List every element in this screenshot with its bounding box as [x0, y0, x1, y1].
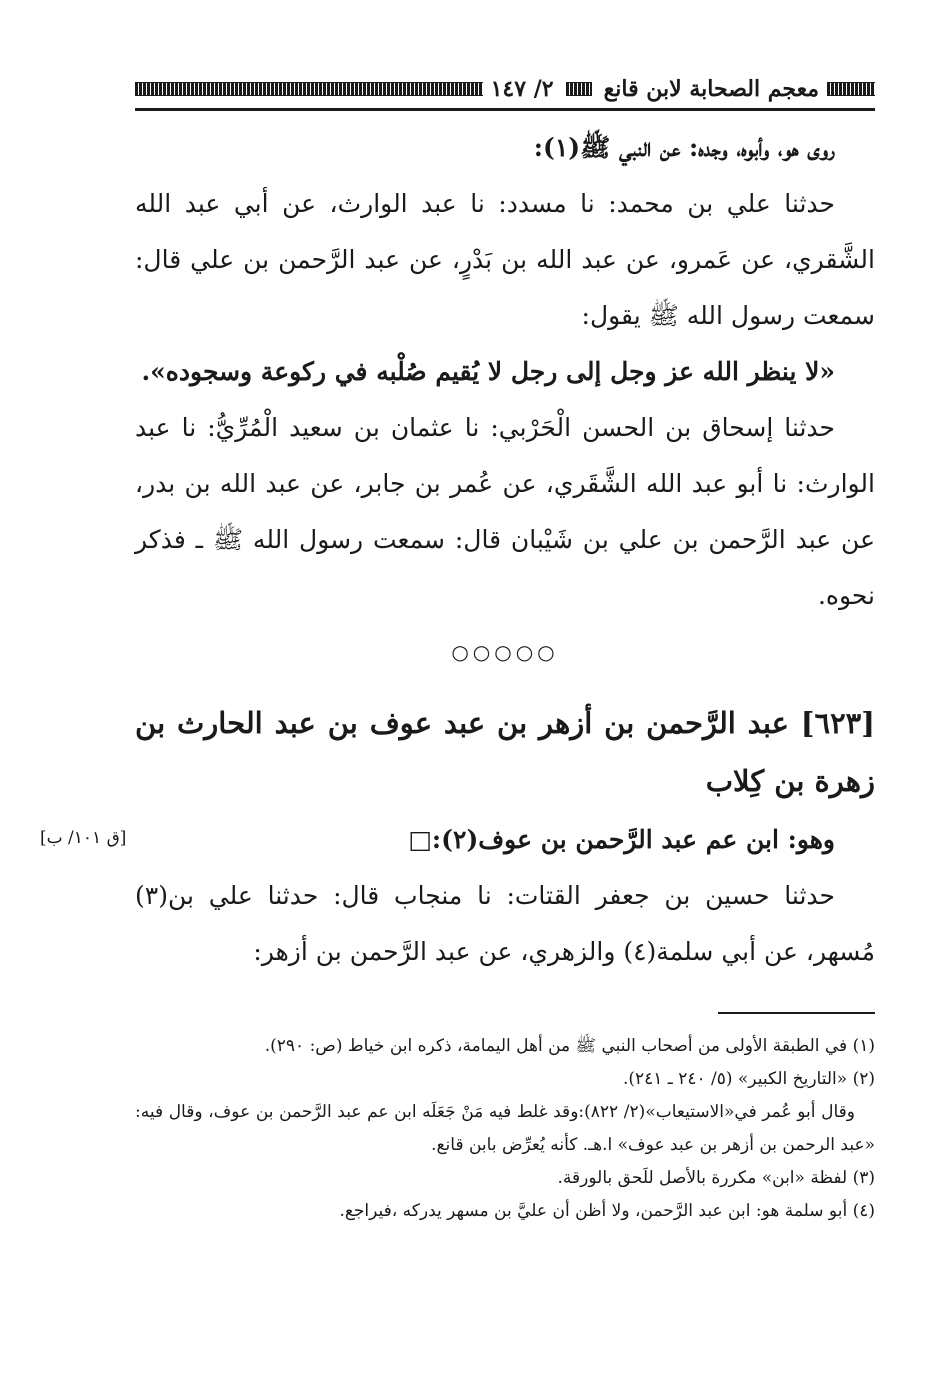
entry-text [135, 812, 875, 980]
footnote-1: (١) في الطبقة الأولى من أصحاب النبي ﷺ من أهل اليمامة، ذكره ابن خياط (ص: ٢٩٠). [264, 1036, 875, 1056]
header-ornament-right [827, 82, 875, 96]
manuscript-reference: [ق ١٠١/ ب] [40, 828, 127, 848]
footnote-4: (٤) أبو سلمة هو: ابن عبد الرَّحمن، ولا أظن أن عليَّ بن مسهر يدركه ،فيراجع. [339, 1201, 875, 1221]
footnote-2: (٢) «التاريخ الكبير» (٥/ ٢٤٠ ـ ٢٤١). [622, 1069, 875, 1089]
isnad-paragraph-2: حدثنا إسحاق بن الحسن الْحَرْبي: نا عثمان بن سعيد الْمُرِّيُّ: نا عبد الوارث: نا أبو عبد الله الشَّقَري، عن عُمر بن جابر، عن عبد الله بن بدر، عن عبد الرَّحمن بن علي بن شَيْبان قال: سمعت رسول الله ﷺ ـ فذكر نحوه. [135, 413, 875, 610]
entry-relation: وهو: ابن عم عبد الرَّحمن بن عوف(٢):□ [408, 825, 835, 854]
narration-intro: روى هو، وأبوه، وجده: عن النبي ﷺ(١): [533, 133, 835, 162]
footnote-3: (٣) لفظة «ابن» مكررة بالأصل للَحق بالورقة. [557, 1168, 875, 1188]
footnote-2-continued: وقال أبو عُمر في«الاستيعاب»(٢/ ٨٢٢):وقد غلط فيه مَنْ جَعَلَه ابن عم عبد الرَّحمن بن عوف، وقال فيه: «عبد الرحمن بن أزهر بن عبد عوف» ا.هـ. كأنه يُعرِّض بابن قانع. [135, 1102, 875, 1155]
entry-isnad: حدثنا حسين بن جعفر القتات: نا منجاب قال: حدثنا علي بن(٣) مُسهر، عن أبي سلمة(٤) والزهري، عن عبد الرَّحمن بن أزهر: [135, 881, 875, 966]
page-number: ٢/ ١٤٧ [490, 76, 554, 102]
book-title: معجم الصحابة لابن قانع [603, 76, 819, 102]
hadith-text: «لا ينظر الله عز وجل إلى رجل لا يُقيم صُلْبه في ركوعة وسجوده». [141, 357, 835, 386]
footnotes [135, 1030, 875, 1228]
running-header [135, 72, 875, 106]
entry-heading [135, 694, 875, 810]
header-rule [135, 108, 875, 111]
section-separator: ○○○○○ [451, 640, 559, 664]
footnote-rule [718, 1012, 875, 1014]
header-ornament-left [135, 82, 483, 96]
isnad-paragraph-1: حدثنا علي بن محمد: نا مسدد: نا عبد الوارث، عن أبي عبد الله الشَّقري، عن عَمرو، عن عبد الله بن بَدْرٍ، عن عبد الرَّحمن بن علي قال: سمعت رسول الله ﷺ يقول: [135, 189, 875, 330]
main-text [135, 120, 875, 624]
header-ornament-middle [566, 82, 592, 96]
entry-title: [٦٢٣] عبد الرَّحمن بن أزهر بن عبد عوف بن عبد الحارث بن زهرة بن كِلاب [135, 706, 875, 798]
